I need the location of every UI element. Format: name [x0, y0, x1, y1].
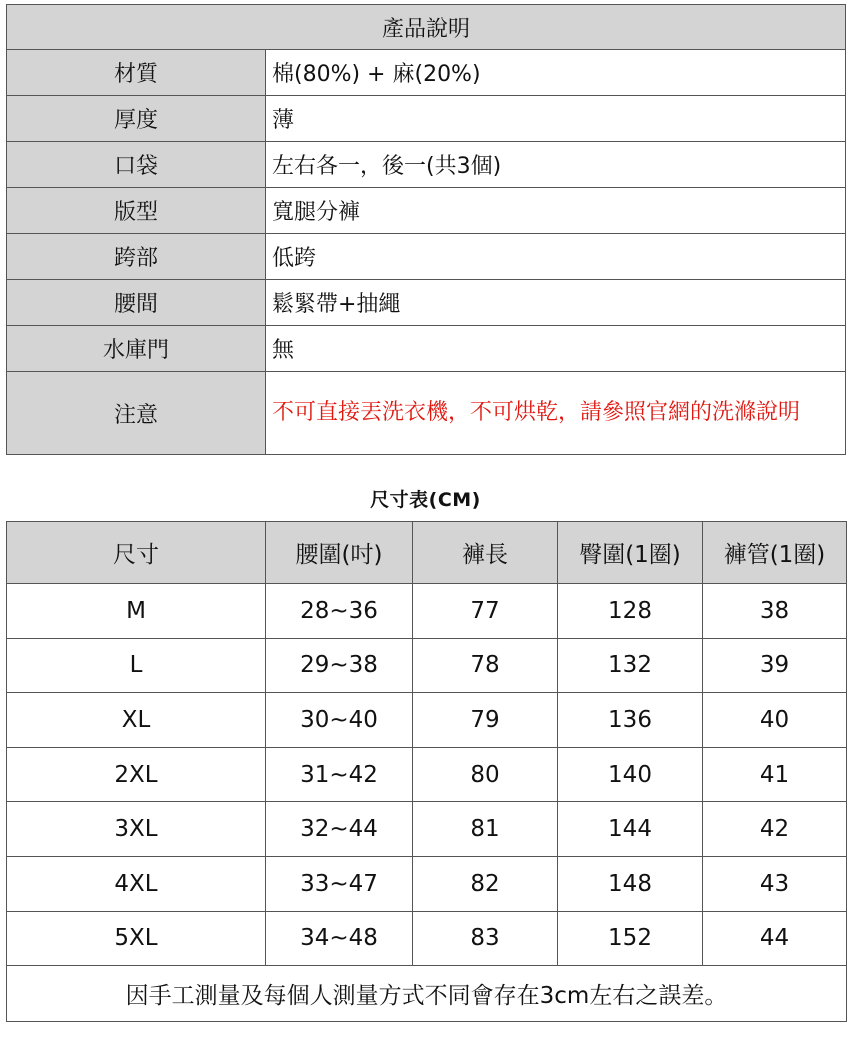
crotch-value: 低跨: [266, 234, 846, 280]
fit-value: 寬腿分褲: [266, 188, 846, 234]
waist-cell: 34~48: [266, 911, 413, 966]
hip-cell: 148: [558, 856, 703, 911]
leg-opening-cell: 40: [703, 693, 847, 748]
pocket-value: 左右各一，後一(共3個): [266, 142, 846, 188]
table-row: [7, 911, 847, 966]
fly-label: 水庫門: [7, 326, 266, 372]
size-cell: 3XL: [7, 802, 266, 857]
pocket-label: 口袋: [7, 142, 266, 188]
header-waist: 腰圍(吋): [266, 522, 413, 584]
table-row: [7, 802, 847, 857]
length-cell: 79: [413, 693, 558, 748]
leg-opening-cell: 44: [703, 911, 847, 966]
size-cell: 4XL: [7, 856, 266, 911]
waist-cell: 32~44: [266, 802, 413, 857]
leg-opening-cell: 38: [703, 584, 847, 639]
header-leg-opening: 褲管(1圈): [703, 522, 847, 584]
header-length: 褲長: [413, 522, 558, 584]
hip-cell: 152: [558, 911, 703, 966]
leg-opening-cell: 39: [703, 638, 847, 693]
hip-cell: 128: [558, 584, 703, 639]
table-row: [7, 584, 847, 639]
length-cell: 78: [413, 638, 558, 693]
measurement-note: 因手工測量及每個人測量方式不同會存在3cm左右之誤差。: [7, 966, 847, 1022]
table-row: [7, 638, 847, 693]
material-label: 材質: [7, 50, 266, 96]
waist-cell: 28~36: [266, 584, 413, 639]
table-row: [7, 747, 847, 802]
header-hip: 臀圍(1圈): [558, 522, 703, 584]
hip-cell: 140: [558, 747, 703, 802]
size-chart-header-row: [7, 522, 847, 584]
material-value: 棉(80%) + 麻(20%): [266, 50, 846, 96]
thickness-value: 薄: [266, 96, 846, 142]
length-cell: 83: [413, 911, 558, 966]
size-chart-caption: 尺寸表(CM): [370, 489, 481, 511]
size-cell: 2XL: [7, 747, 266, 802]
thickness-label: 厚度: [7, 96, 266, 142]
hip-cell: 136: [558, 693, 703, 748]
waist-cell: 30~40: [266, 693, 413, 748]
length-cell: 82: [413, 856, 558, 911]
fly-value: 無: [266, 326, 846, 372]
length-cell: 81: [413, 802, 558, 857]
size-cell: 5XL: [7, 911, 266, 966]
waist-cell: 31~42: [266, 747, 413, 802]
waist-cell: 29~38: [266, 638, 413, 693]
size-chart-table: [6, 521, 847, 1022]
size-cell: M: [7, 584, 266, 639]
header-size: 尺寸: [7, 522, 266, 584]
crotch-label: 跨部: [7, 234, 266, 280]
leg-opening-cell: 41: [703, 747, 847, 802]
caution-value: 不可直接丟洗衣機，不可烘乾，請參照官網的洗滌說明: [266, 372, 846, 455]
hip-cell: 132: [558, 638, 703, 693]
hip-cell: 144: [558, 802, 703, 857]
table-row: [7, 693, 847, 748]
leg-opening-cell: 42: [703, 802, 847, 857]
length-cell: 80: [413, 747, 558, 802]
leg-opening-cell: 43: [703, 856, 847, 911]
size-cell: L: [7, 638, 266, 693]
waist-value: 鬆緊帶+抽繩: [266, 280, 846, 326]
size-chart-note-row: [7, 966, 847, 1022]
size-cell: XL: [7, 693, 266, 748]
product-description-title: 產品說明: [7, 5, 846, 50]
table-row: [7, 856, 847, 911]
length-cell: 77: [413, 584, 558, 639]
waist-cell: 33~47: [266, 856, 413, 911]
waist-label: 腰間: [7, 280, 266, 326]
caution-label: 注意: [7, 372, 266, 455]
fit-label: 版型: [7, 188, 266, 234]
product-description-table: [6, 4, 846, 455]
